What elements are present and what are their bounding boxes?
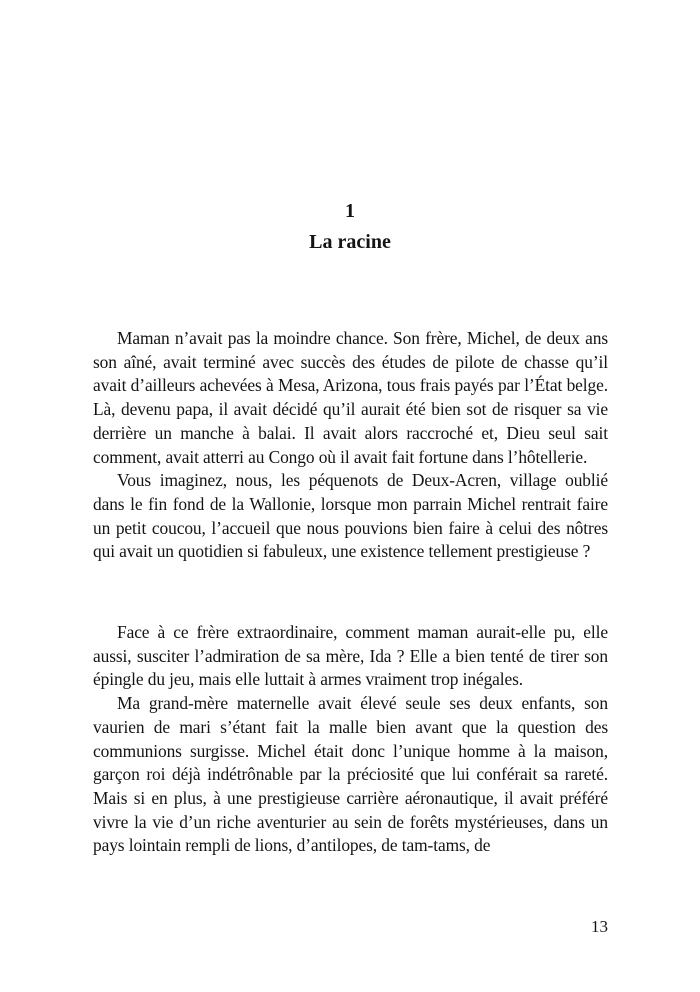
paragraph: Vous imaginez, nous, les péquenots de Deux-Acren, village oublié dans le fin fond de la Wallonie, lorsque mon parrain Michel rentrait faire un petit coucou, l’accueil que nous pouvions bien faire à celui des nôtres qui avait un quotidien si fabuleux, une existence tellement prestigieuse ? [93, 470, 608, 562]
chapter-number: 1 [345, 200, 355, 222]
chapter-title: La racine [309, 231, 391, 253]
paragraph: Maman n’avait pas la moindre chance. Son frère, Michel, de deux ans son aîné, avait terminé avec succès des études de pilote de chasse qu’il avait d’ailleurs achevées à Mesa, Arizona, tous frais payés par l’État belge. Là, devenu papa, il avait décidé qu’il aurait été bien sot de risquer sa vie derrière un manche à balai. Il avait alors raccroché et, Dieu seul sait comment, avait atterri au Congo où il avait fait fortune dans l’hôtellerie. [93, 328, 608, 467]
body-text-section-1 [93, 327, 608, 564]
body-text-section-2 [93, 621, 608, 858]
page-number: 13 [591, 917, 608, 936]
paragraph: Ma grand-mère maternelle avait élevé seule ses deux enfants, son vaurien de mari s’étant fait la malle bien avant que la question des communions surgisse. Michel était donc l’unique homme à la maison, garçon roi déjà indétrônable par la préciosité que lui conférait sa rareté. Mais si en plus, à une prestigieuse carrière aéronautique, il avait préféré vivre la vie d’un riche aventurier au sein de forêts mystérieuses, dans un pays lointain rempli de lions, d’antilopes, de tam-tams, de [93, 693, 608, 856]
chapter-heading [0, 196, 700, 258]
paragraph: Face à ce frère extraordinaire, comment maman aurait-elle pu, elle aussi, susciter l’admiration de sa mère, Ida ? Elle a bien tenté de tirer son épingle du jeu, mais elle luttait à armes vraiment trop inégales. [93, 622, 608, 690]
